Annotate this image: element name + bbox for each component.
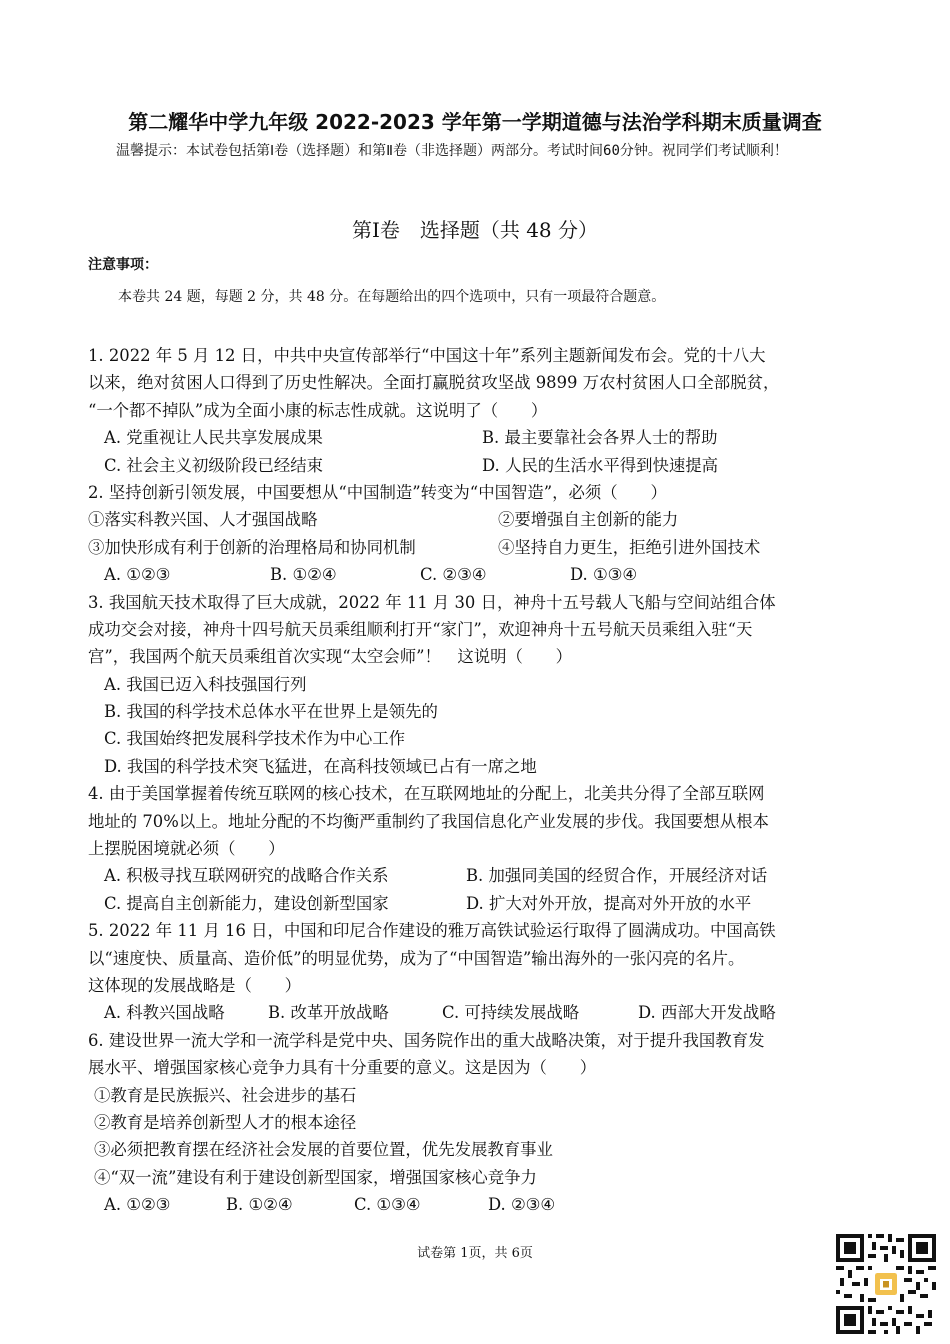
- question-stem-line: 成功交会对接，神舟十四号航天员乘组顺利打开“家门”，欢迎神舟十五号航天员乘组入驻“天: [88, 619, 753, 639]
- statement-1: ①落实科教兴国、人才强国战略: [88, 510, 318, 530]
- option-c: C. ②③④: [420, 565, 487, 585]
- option-c: C. 我国始终把发展科学技术作为中心工作: [104, 729, 406, 749]
- option-b: B. 最主要靠社会各界人士的帮助: [482, 428, 718, 448]
- question-stem-line: 地址的 70%以上。地址分配的不均衡严重制约了我国信息化产业发展的步伐。我国要想从根本: [88, 811, 769, 831]
- option-b: B. ①②④: [226, 1195, 293, 1215]
- option-a: A. 积极寻找互联网研究的战略合作关系: [104, 866, 389, 886]
- option-a: A. ①②③: [104, 1195, 171, 1215]
- question-stem-line: 2. 坚持创新引领发展，中国要想从“中国制造”转变为“中国智造”，必须（ ）: [88, 482, 667, 502]
- option-d: D. 人民的生活水平得到快速提高: [482, 455, 719, 475]
- statement-3: ③加快形成有利于创新的治理格局和协同机制: [88, 537, 416, 557]
- question-list: [88, 342, 878, 1219]
- statement-2: ②教育是培养创新型人才的根本途径: [94, 1112, 357, 1132]
- question-6: [88, 1027, 878, 1219]
- question-stem-line: 展水平、增强国家核心竞争力具有十分重要的意义。这是因为（ ）: [88, 1058, 597, 1078]
- option-b: B. 改革开放战略: [268, 1003, 389, 1023]
- question-stem-line: 1. 2022 年 5 月 12 日，中共中央宣传部举行“中国这十年”系列主题新闻发布会。党的十八大: [88, 346, 766, 365]
- question-stem-line: 以“速度快、质量高、造价低”的明显优势，成为了“中国智造”输出海外的一张闪亮的名片。: [88, 948, 745, 968]
- statement-2: ②要增强自主创新的能力: [498, 510, 679, 530]
- statement-1: ①教育是民族振兴、社会进步的基石: [94, 1085, 357, 1105]
- page-footer: 试卷第 1页，共 6页: [417, 1246, 533, 1261]
- statement-4: ④坚持自力更生，拒绝引进外国技术: [498, 537, 761, 557]
- question-stem-line: 5. 2022 年 11 月 16 日，中国和印尼合作建设的雅万高铁试验运行取得了圆满成功。中国高铁: [88, 921, 776, 941]
- option-d: D. 我国的科学技术突飞猛进，在高科技领域已占有一席之地: [104, 756, 537, 776]
- question-5: [88, 917, 878, 1027]
- exam-tip: 温馨提示：本试卷包括第Ⅰ卷（选择题）和第Ⅱ卷（非选择题）两部分。考试时间60分钟。祝同学们考试顺利！: [116, 143, 788, 159]
- question-stem-line: 6. 建设世界一流大学和一流学科是党中央、国务院作出的重大战略决策，对于提升我国教育发: [88, 1030, 765, 1050]
- question-stem-line: 上摆脱困境就必须（ ）: [88, 839, 285, 859]
- option-b: B. 我国的科学技术总体水平在世界上是领先的: [104, 702, 438, 722]
- qr-code-icon: [836, 1234, 936, 1334]
- statement-3: ③必须把教育摆在经济社会发展的首要位置，优先发展教育事业: [94, 1140, 553, 1160]
- question-stem-line: 4. 由于美国掌握着传统互联网的核心技术，在互联网地址的分配上，北美共分得了全部互联网: [88, 784, 765, 804]
- option-d: D. 西部大开发战略: [638, 1003, 776, 1023]
- question-1: [88, 342, 878, 479]
- option-a: A. 我国已迈入科技强国行列: [104, 674, 307, 694]
- option-a: A. ①②③: [104, 565, 171, 585]
- statement-4: ④“双一流”建设有利于建设创新型国家，增强国家核心竞争力: [94, 1167, 537, 1187]
- question-stem-line: 这体现的发展战略是（ ）: [88, 975, 302, 995]
- option-c: C. 社会主义初级阶段已经结束: [104, 455, 324, 475]
- option-d: D. 扩大对外开放，提高对外开放的水平: [466, 893, 752, 913]
- question-stem-line: “一个都不掉队”成为全面小康的标志性成就。这说明了（ ）: [88, 400, 548, 420]
- notes-heading: 注意事项：: [88, 257, 158, 273]
- option-a: A. 科教兴国战略: [104, 1003, 225, 1023]
- question-stem-line: 宫”，我国两个航天员乘组首次实现“太空会师”！ 这说明（ ）: [88, 647, 573, 667]
- question-4: [88, 780, 878, 917]
- option-c: C. 可持续发展战略: [442, 1003, 580, 1023]
- option-a: A. 党重视让人民共享发展成果: [104, 428, 323, 448]
- question-stem-line: 以来，绝对贫困人口得到了历史性解决。全面打赢脱贫攻坚战 9899 万农村贫困人口全部脱贫，: [88, 373, 780, 393]
- option-b: B. ①②④: [270, 565, 337, 585]
- question-3: [88, 589, 878, 781]
- question-stem-line: 3. 我国航天技术取得了巨大成就，2022 年 11 月 30 日，神舟十五号载人飞船与空间站组合体: [88, 592, 776, 612]
- page-title: 第二耀华中学九年级 2022-2023 学年第一学期道德与法治学科期末质量调查: [128, 110, 822, 134]
- option-d: D. ①③④: [570, 565, 638, 585]
- option-c: C. ①③④: [354, 1195, 421, 1215]
- option-d: D. ②③④: [488, 1195, 556, 1215]
- notes-text: 本卷共 24 题，每题 2 分，共 48 分。在每题给出的四个选项中，只有一项最符合题意。: [118, 289, 666, 305]
- question-2: [88, 479, 878, 589]
- section-title: 第Ⅰ卷 选择题（共 48 分）: [351, 218, 599, 242]
- option-b: B. 加强同美国的经贸合作，开展经济对话: [466, 866, 768, 886]
- option-c: C. 提高自主创新能力，建设创新型国家: [104, 893, 389, 913]
